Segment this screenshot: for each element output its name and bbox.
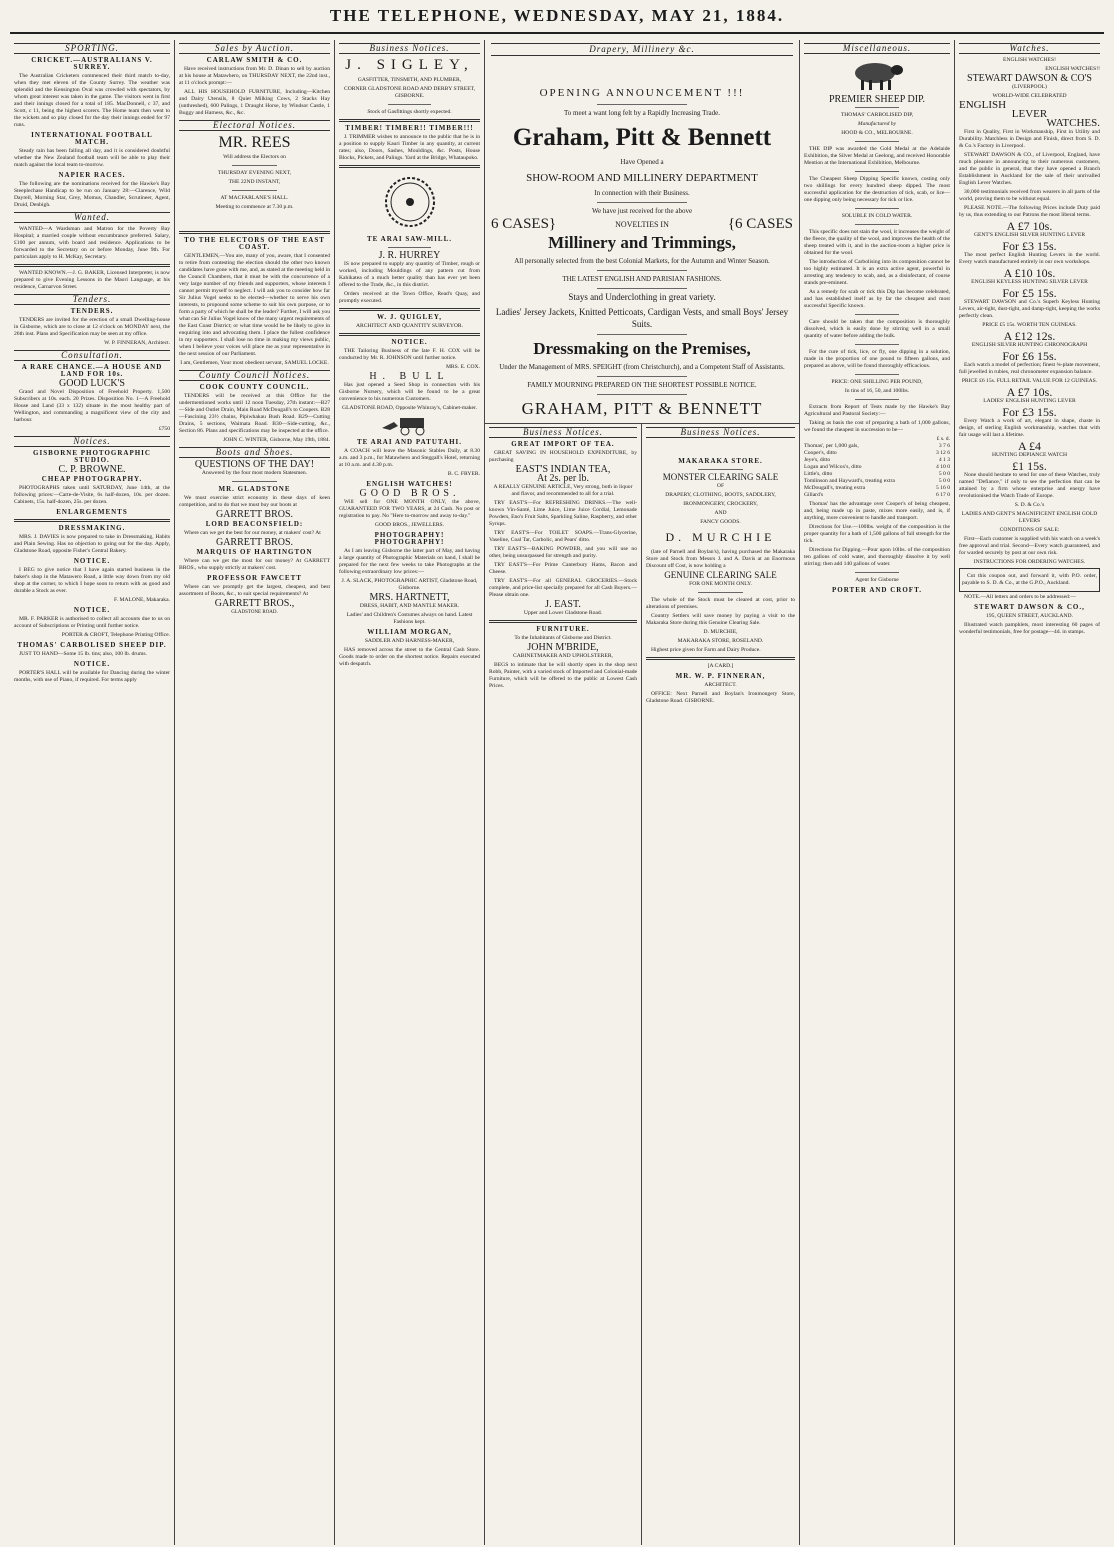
genuine-sale: GENUINE CLEARING SALE bbox=[664, 570, 777, 580]
quigley-name: W. J. QUIGLEY, bbox=[376, 313, 443, 321]
section-boots: Boots and Shoes. bbox=[179, 447, 330, 458]
desc-2: ENGLISH KEYLESS HUNTING SILVER LEVER bbox=[971, 279, 1088, 285]
hartnett-title: MRS. HARTNETT, bbox=[369, 592, 450, 603]
furniture-list: ALL HIS HOUSEHOLD FURNITURE, Including—Kitchen and Dairy Utensils, 8 Quiet Milking Cows, 2 Stacks Hay (unthreshed), 600 Palings, 1 Draught Horse, by Windsor Castle, 1 Buggy and Harness, &c., &c. bbox=[179, 89, 330, 116]
section-business: Business Notices. bbox=[339, 43, 480, 54]
english-watches-1: ENGLISH WATCHES! bbox=[1003, 57, 1056, 63]
testimonials-text: 30,000 testimonials received from wearers in all parts of the world, proving them to be without equal. bbox=[959, 189, 1100, 202]
rees-instant: THE 22ND INSTANT, bbox=[228, 179, 281, 185]
murchie-title: D. MURCHIE bbox=[665, 530, 776, 544]
want-text: To meet a want long felt by a Rapidly Increasing Trade. bbox=[564, 109, 720, 117]
hurrey-name: J. R. HURREY bbox=[378, 250, 441, 261]
for-1: For £3 15s. bbox=[1002, 239, 1057, 253]
consultation-total: £750 bbox=[158, 426, 170, 432]
notice-heading-2: NOTICE. bbox=[73, 606, 111, 614]
selected-text: All personally selected from the best Colonial Markets, for the Autumn and Winter Season. bbox=[514, 257, 770, 265]
dip-table-name: McDougall's, treating extra bbox=[804, 485, 866, 491]
notice-heading-1: NOTICE. bbox=[73, 557, 111, 565]
extracts-text: Extracts from Report of Tests made by the Hawke's Bay Agricultural and Pastoral Society:— bbox=[804, 404, 950, 417]
please-note-text: PLEASE NOTE.—The following Prices include Duty paid by us, thus extending to our Patrons the most liberal terms. bbox=[959, 205, 1100, 218]
price-3: A £12 12s. bbox=[1003, 329, 1056, 343]
dip-table-name: Jeye's, ditto bbox=[804, 457, 831, 463]
hurrey-orders: Orders received at the Town Office, Read's Quay, and promptly executed. bbox=[339, 291, 480, 304]
cure-text: For the cure of tick, lice, or fly, one dipping in a solution, made in the proportion of one pound to fifteen gallons, and prepared as above, will be found thoroughly efficacious. bbox=[804, 349, 950, 369]
section-county: County Council Notices. bbox=[179, 370, 330, 381]
remedy-text: As a remedy for scab or tick this Dip has become celebrated, and has established itself as by far the cheapest and most successful Specific known. bbox=[804, 289, 950, 309]
section-wanted: Wanted. bbox=[14, 212, 170, 223]
liverpool-text: (LIVERPOOL) bbox=[1012, 84, 1047, 90]
price-2: A £10 10s. bbox=[1003, 266, 1056, 280]
desc-5: HUNTING DEPIANCE WATCH bbox=[991, 452, 1068, 458]
world-text: WORLD-WIDE CELEBRATED bbox=[992, 93, 1067, 99]
mbride-text: BEGS to intimate that he will shortly open in the shop next Robb, Painter, with a varied stock of Imported and Colonial-made Furniture, which will be offered to the public at Lowest Cash Prices. bbox=[489, 662, 637, 689]
notice-heading: NOTICE. bbox=[391, 338, 428, 346]
football-text: Steady rain has been falling all day, and it is considered doubtful whether the New Zealand football team will be able to play their match against the local team to-morrow. bbox=[14, 148, 170, 168]
columns bbox=[10, 40, 1104, 1545]
and-text: AND bbox=[714, 510, 727, 516]
thomas-dip: THOMAS' CARBOLISED DIP, bbox=[840, 112, 914, 118]
morgan-text: HAS removed across the street to the Central Cash Store. Goods made to order on the shortest notice. Repairs executed with despatch. bbox=[339, 647, 480, 667]
rees-time: Meeting to commence at 7.30 p.m. bbox=[215, 204, 294, 210]
desc-1: GENT'S ENGLISH SILVER HUNTING LEVER bbox=[973, 232, 1086, 238]
electors-text: GENTLEMEN,—You are, many of you, aware, that I consented to retire from contesting the election should the other two known candidates have gone with me, and, as stated at the meeting held in the Council Chambers, that it must be with the concurrence of a very large number of my friends and supporters, whose interests I cannot permit myself to neglect. I will ask you to consider how far Sir Julius Vogel seeks to be elected—whether to serve his own interests, to propound some scheme to suit his own purpose, or to form a party of which he shall be the leader? Further, I will ask you what can Sir Julius Vogel know of the many urgent requirements of the East Coast District; or what time would he be likely to give in enquiring into and advocating them. I place the fullest confidence in my supporters. I shall lose no time in making my views public, when I believe your voices will place me as your representative in the next session of our Parliament. bbox=[179, 253, 330, 357]
firm-name: Graham, Pitt & Bennett bbox=[512, 124, 772, 151]
goodbros-text: Will sell for ONE MONTH ONLY, the above, GUARANTEED FOR TWO YEARS, at 24 Cash. No post or registration to pay. No "Here to-morrow and away to-day." bbox=[339, 499, 480, 519]
morgan-name: WILLIAM MORGAN, bbox=[367, 628, 452, 636]
tea-price: At 2s. per lb. bbox=[537, 473, 589, 484]
address-1: STEWART DAWSON & CO., bbox=[974, 603, 1085, 611]
coupon-text: Cut this coupon out, and forward it, with P.O. order, payable to S. D. & Co., at the G.P.O., Auckland. bbox=[962, 573, 1097, 586]
bull-address: GLADSTONE ROAD, Opposite Whinray's, Cabinet-maker. bbox=[342, 405, 477, 411]
for-3: For £6 15s. bbox=[1002, 349, 1057, 363]
tea-heading: GREAT IMPORT OF TEA. bbox=[511, 440, 615, 448]
beaconsfield-heading: LORD BEACONSFIELD: bbox=[205, 520, 304, 528]
worth-3: PRICE £6 15s. FULL RETAIL VALUE FOR 12 GUINEAS. bbox=[961, 378, 1098, 384]
dip-table-row bbox=[804, 478, 950, 485]
bull-text: Has just opened a Seed Shop in connection with his Gisborne Nursery, which will be found to be a great convenience to his numerous Customers. bbox=[339, 382, 480, 402]
one-month: FOR ONE MONTH ONLY. bbox=[689, 581, 752, 587]
watches-word: WATCHES. bbox=[1046, 117, 1100, 129]
section-business-right: Business Notices. bbox=[646, 427, 795, 438]
care-text: Care should be taken that the composition is thoroughly dissolved, which is easily done by stirring well in a small quantity of water before adding the bulk. bbox=[804, 319, 950, 339]
mourning-text: FAMILY MOURNING PREPARED ON THE SHORTEST POSSIBLE NOTICE. bbox=[527, 381, 757, 389]
settlers-text: Country Settlers will save money by paying a visit to the Makaraka Store during this Genuine Clearing Sale. bbox=[646, 613, 795, 626]
garrett-2: GARRETT BROS. bbox=[215, 537, 294, 548]
beaconsfield-text: Where can we get the best for our money, at makers' cost? At bbox=[184, 530, 321, 536]
address-2: 195, QUEEN STREET, AUCKLAND. bbox=[986, 613, 1073, 619]
county-text: TENDERS will be received at this Office for the undermentioned works until 12 noon Tuesday, 27th instant:—B27—Side and Outlet Drain, Main Road McDougall's to Coopers. B28—Fascining 23½ chains, Pipiwhakau Bush Road. B29—Cutting Drains, 5 sections, Waimata Road. B30—Side-cutting, &c., Section 86. Plans and specifications may be inspected at the office. bbox=[179, 393, 330, 434]
business-subcolumns bbox=[485, 423, 799, 1545]
directions-text: Directions for Use.—100lbs. weight of the composition is the proper quantity for a bath of 1,500 gallons of full strength for the tick. bbox=[804, 524, 950, 544]
coach-icon bbox=[380, 414, 440, 436]
opened-text: Have Opened a bbox=[620, 158, 664, 166]
section-drapery: Drapery, Millinery &c. bbox=[491, 43, 793, 56]
dip-table-row bbox=[804, 457, 950, 464]
fryer-signature: B. C. FRYER. bbox=[447, 471, 480, 477]
pamphlet-text: Illustrated watch pamphlets, most interesting 60 pages of wonderful testimonials, free for postage—4d. in stamps. bbox=[959, 622, 1100, 635]
murchie-signature: D. MURCHIE, bbox=[703, 629, 738, 635]
makaraka-heading: MAKARAKA STORE. bbox=[678, 457, 763, 465]
browne-name: C. P. BROWNE. bbox=[58, 464, 126, 475]
soluble-text: SOLUBLE IN COLD WATER. bbox=[841, 213, 913, 219]
goodbros-signature: GOOD BROS., JEWELLERS. bbox=[374, 522, 445, 528]
cases-row bbox=[491, 216, 793, 232]
of-text: OF bbox=[716, 483, 725, 489]
goodbros-title: GOOD BROS. bbox=[359, 488, 460, 499]
text-5: None should hesitate to send for one of these Watches, truly named "Defiance," if only to see the perfection that can be attained by a firm whose enterprise and energy have revolutionised the Watch Trade of Europe. bbox=[959, 472, 1100, 499]
novelties-text: NOVELTIES IN bbox=[615, 220, 669, 229]
section-watches: Watches. bbox=[959, 43, 1100, 54]
cost-text: Taking as basis the cost of preparing a bath of 1,000 gallons, we found the cheapest in succession to be— bbox=[804, 420, 950, 433]
coach-heading: TE ARAI AND PATUTAHI. bbox=[356, 438, 462, 446]
try-east-2: TRY EAST'S—For TOILET SOAPS.—Trans-Glycerine, Vaseline, Coal Tar, Carbolic, and Pears' ditto. bbox=[489, 530, 637, 543]
rees-title: MR. REES bbox=[218, 134, 291, 151]
worth-2: PRICE £5 15s. WORTH TEN GUINEAS. bbox=[982, 322, 1077, 328]
monster-sale: MONSTER CLEARING SALE bbox=[662, 472, 779, 482]
dip-table-price: 5 16 0 bbox=[936, 485, 950, 491]
millinery-heading: Millinery and Trimmings, bbox=[548, 233, 736, 252]
section-business-left: Business Notices. bbox=[489, 427, 637, 438]
rees-text: Will address the Electors on bbox=[223, 154, 286, 160]
quigley-trade: ARCHITECT AND QUANTITY SURVEYOR. bbox=[355, 323, 464, 329]
slack-signature: J. A. SLACK, PHOTOGRAPHIC ARTIST, Gladstone Road, Gisborne. bbox=[341, 578, 478, 591]
photography-text: As I am leaving Gisborne the latter part of May, and having a large quantity of Photographic Materials on hand, I shall be prepared for the next few weeks to take Photographs at the following extraordinary low prices:— bbox=[339, 548, 480, 575]
goods-2: IRONMONGERY, CROCKERY, bbox=[683, 501, 758, 507]
morgan-trade: SADDLER AND HARNESS-MAKER, bbox=[364, 638, 455, 644]
tenders-signature: W. P. FINNERAN, Architect. bbox=[104, 340, 170, 346]
opening-announcement: OPENING ANNOUNCEMENT !!! bbox=[539, 87, 745, 99]
column-watches bbox=[955, 40, 1104, 1545]
dip-table-name: Logan and Wilcox's, ditto bbox=[804, 464, 862, 470]
lever-word: LEVER bbox=[1011, 108, 1048, 120]
hartington-heading: MARQUIS OF HARTINGTON bbox=[196, 548, 313, 556]
sd-co: S. D. & Co.'s bbox=[1014, 502, 1045, 508]
price-1: A £7 10s. bbox=[1006, 219, 1053, 233]
dip-table-price: 6 17 0 bbox=[936, 492, 950, 498]
gladstone-heading: MR. GLADSTONE bbox=[218, 485, 291, 493]
murchie-text: (late of Parnell and Boylan's), having purchased the Makaraka Store and Stock from Messrs J. and A. Davis at an Enormous Discount off Cost, is now holding a bbox=[646, 549, 795, 569]
electors-heading: TO THE ELECTORS OF THE EAST COAST. bbox=[184, 236, 325, 251]
advantage-text: Thomas' has the advantage over Cooper's of being cheapest, and, being made up in paste, mixes more easily, and is, if anything, more convenient to handle and transport. bbox=[804, 501, 950, 521]
price-text: PRICE: ONE SHILLING PER POUND, bbox=[831, 379, 923, 385]
good-luck-title: GOOD LUCK'S bbox=[59, 378, 125, 389]
j-east-name: J. EAST. bbox=[545, 599, 581, 610]
j-east-address: Upper and Lower Gladstone Road. bbox=[523, 610, 603, 616]
dip-table-price: 5 0 0 bbox=[938, 471, 950, 477]
cases-right: {6 CASES bbox=[727, 216, 793, 232]
first-quality-text: First in Quality, First in Workmanship, First in Utility and Durability. Matchless in Design and Finish, direct from S. D. & Co.'s Factory in Liverpool. bbox=[959, 129, 1100, 149]
dip-table-price: 4 1 3 bbox=[938, 457, 950, 463]
for-5: £1 15s. bbox=[1012, 459, 1047, 473]
watches-heading: ENGLISH WATCHES! bbox=[366, 480, 453, 488]
hurrey-text: IS now prepared to supply any quantity of Timber, rough or worked, including Mouldings of any pattern cut from Kahikatea of a much better quality than has ever yet been offered to the Trade, &c., in this district. bbox=[339, 261, 480, 288]
tenders-text: TENDERS are invited for the erection of a small Dwelling-house in Gisborne, which are to close at 12 o'clock on MONDAY next, the 26th inst. Plans and Specification may be seen at my office. bbox=[14, 317, 170, 337]
tins-text: In tins of 16, 50, and 100lbs. bbox=[844, 388, 910, 394]
garrett-1: GARRETT BROS. bbox=[215, 509, 294, 520]
dip-table-row bbox=[804, 485, 950, 492]
gold-text: THE DIP was awarded the Gold Medal at the Adelaide Exhibition, the Silver Medal at Geelong, and received Honorable Mention at the International Exhibition, Melbourne. bbox=[804, 146, 950, 166]
answered-text: Answered by the four most modern Statesmen. bbox=[201, 470, 308, 476]
text-2: STEWART DAWSON and Co.'s Superb Keyless Hunting Levers, air-tight, dust-tight, and damp-tight, keeping the works perfectly clean. bbox=[959, 299, 1100, 319]
consultation-text: Grand and Novel Disposition of Freehold Property. 1,500 Subscribers at 10s. each. 20 Prizes. Disposition No. 1—A Freehold House and Land (33 x 132) situate in the most healthy part of Wellington, and commanding a magnificent view of the city and harbour. bbox=[14, 389, 170, 423]
mbride-trade: CABINETMAKER AND UPHOLSTERER, bbox=[513, 653, 613, 659]
stewart-dawson-title: STEWART DAWSON & CO'S bbox=[967, 73, 1092, 84]
section-miscellaneous: Miscellaneous. bbox=[804, 43, 950, 54]
garrett-3: GARRETT BROS., bbox=[214, 598, 295, 609]
dressmaking-text: MRS. J. DAVIES is now prepared to take in Dressmaking, Habits and Plain Sewing. Has no objection to going out for the day. Apply, Gladstone Road, opposite Fisher's Central Bakery. bbox=[14, 534, 170, 554]
wanted-ad-1: WANTED—A Wardsman and Matron for the Poverty Bay Hospital; a married couple without encumbrance preferred. Salary, £100 per annum, with board and residence. Applications to be forwarded to the Secretary on or before Monday, June 9th. For particulars apply to H. McKay, Secretary. bbox=[14, 226, 170, 260]
subcolumn-east bbox=[485, 424, 642, 1545]
section-sporting: SPORTING. bbox=[14, 43, 170, 54]
for-4: For £3 15s. bbox=[1002, 405, 1057, 419]
auction-text: Have received instructions from Mr. D. Dinan to sell by auction at his house at Matawhero, on THURSDAY NEXT, the 22nd inst., at 11 o'clock prompt:— bbox=[179, 66, 330, 86]
malone-signature: F. MALONE, Makaraka. bbox=[114, 597, 170, 603]
rees-date: THURSDAY EVENING NEXT, bbox=[217, 170, 292, 176]
cox-signature: MRS. E. COX. bbox=[445, 364, 480, 370]
cheap-photography: CHEAP PHOTOGRAPHY. bbox=[41, 475, 143, 483]
received-text: We have just received for the above bbox=[591, 207, 693, 215]
section-electoral: Electoral Notices. bbox=[179, 120, 330, 131]
subcolumn-makaraka bbox=[642, 424, 799, 1545]
garrett-address: GLADSTONE ROAD. bbox=[231, 610, 278, 615]
football-heading: INTERNATIONAL FOOTBALL MATCH. bbox=[31, 131, 153, 146]
dipping-text: Directions for Dipping.—Pour upon 10lbs. of the composition ten gallons of cold water, and thoroughly dissolve it by well stirring; then add 140 gallons of water. bbox=[804, 547, 950, 567]
porter-signature: PORTER & CROFT, Telephone Printing Office. bbox=[61, 632, 170, 638]
timber-text: J. TRIMMER wishes to announce to the public that he is in a position to supply Kauri Timber in any quantity, at current rates; also, Doors, Sashes, Mouldings, &c. Posts, House Blocks, Pickets, and Palings. Yard at the Bridge, Whataupoko. bbox=[339, 134, 480, 161]
mbride-name: JOHN M'BRIDE, bbox=[527, 642, 599, 653]
dip-table-row bbox=[804, 443, 950, 450]
section-tenders: Tenders. bbox=[14, 294, 170, 305]
dip-text: JUST TO HAND—Some 15 lb. tins; also, 100 lb. drums. bbox=[19, 651, 147, 657]
architect-text: ARCHITECT. bbox=[704, 682, 737, 688]
saw-blade-icon bbox=[380, 172, 440, 232]
cricket-heading: CRICKET.—AUSTRALIANS V. SURREY. bbox=[31, 56, 153, 71]
photography-heading: PHOTOGRAPHY! PHOTOGRAPHY! bbox=[374, 531, 445, 546]
wanted-ad-2: WANTED KNOWN.—J. G. BAKER, Licensed Interpreter, is now prepared to give Evening Lessons in the Maori Language, at his residence, Carnarvon Street. bbox=[14, 270, 170, 290]
stain-text: This specific does not stain the wool, it increases the weight of the fleece, the quality of the wool, and improves the health of the sheep treated with it, and in the auction-room a higher price is obtained for the wool. bbox=[804, 229, 950, 256]
dip-table-row bbox=[804, 471, 950, 478]
dip-table-name: Thomas', per 1,000 gals, bbox=[804, 443, 859, 449]
try-east-3: TRY EAST'S—BAKING POWDER, and you will use no other, being unsurpassed for strength and purity. bbox=[489, 546, 637, 559]
desc-3: ENGLISH SILVER HUNTING CHRONOGRAPH bbox=[971, 342, 1088, 348]
gladstone-text: We must exercise strict economy in these days of keen competition, and to do that we must buy our boots at bbox=[179, 495, 330, 508]
hartnett-trade: DRESS, HABIT, AND MANTLE MAKER. bbox=[359, 603, 460, 609]
hartington-text: Where can we get the most for our money? At GARRETT BROS., who supply strictly at makers' cost. bbox=[179, 558, 330, 571]
sawmill-heading: TE ARAI SAW-MILL. bbox=[366, 235, 452, 243]
saving-text: GREAT SAVING IN HOUSEHOLD EXPENDITURE, by purchasing bbox=[489, 450, 637, 463]
east-tea-title: EAST'S INDIAN TEA, bbox=[515, 464, 611, 475]
enlargements-heading: ENLARGEMENTS bbox=[56, 508, 128, 516]
try-east-5: TRY EAST'S—For all GENERAL GROCERIES.—Stock complete, and price-list specially prepared for all Cash Buyers.—Please obtain one. bbox=[489, 578, 637, 598]
stays-text: Stays and Underclothing in great variety. bbox=[568, 292, 716, 302]
sigley-address: CORNER GLADSTONE ROAD AND DERBY STREET, GISBORNE. bbox=[343, 86, 476, 99]
table-heading: £ s. d. bbox=[936, 436, 950, 442]
murchie-store: MAKARAKA STORE, ROSELAND. bbox=[677, 638, 764, 644]
notice-text: THE Tailoring Business of the late F. H. COX will be conducted by Mr. R. JOHNSON until further notice. bbox=[339, 348, 480, 361]
agent-text: Agent for Gisborne bbox=[855, 577, 899, 583]
notice-text-3: PORTER'S HALL will be available for Dancing during the winter months, with use of Piano, if required. For terms apply bbox=[14, 670, 170, 683]
dip-table-price: 3 12 6 bbox=[936, 450, 950, 456]
price-5: A £4 bbox=[1017, 439, 1041, 453]
dressmaking-heading: DRESSMAKING. bbox=[58, 524, 126, 532]
dip-table-price: 3 7 6 bbox=[938, 443, 950, 449]
sigley-title: J. SIGLEY, bbox=[345, 57, 474, 73]
county-signature: JOHN C. WINTER, Gisborne, May 19th, 1884. bbox=[223, 437, 330, 443]
intro-text: STEWART DAWSON & CO., of Liverpool, England, have much pleasure in announcing to their numerous customers, and the public in general, that they have opened a Branch Establishment in Auckland for the sale of their unrivalled English Lever Watches. bbox=[959, 152, 1100, 186]
ladies-gold: LADIES AND GENT'S MAGNIFICENT ENGLISH GOLD LEVERS bbox=[961, 511, 1098, 524]
section-consultation: Consultation. bbox=[14, 350, 170, 361]
cases-left: 6 CASES} bbox=[491, 216, 557, 232]
dip-table-row bbox=[804, 464, 950, 471]
column-auction bbox=[175, 40, 335, 1545]
porter-croft: PORTER AND CROFT. bbox=[832, 586, 922, 594]
fashions-heading: THE LATEST ENGLISH AND PARISIAN FASHIONS. bbox=[562, 275, 722, 283]
cleared-text: The whole of the Stock must be cleared at cost, prior to alterations of premises. bbox=[646, 597, 795, 610]
column-sporting bbox=[10, 40, 175, 1545]
electors-signature: I am, Gentlemen, Your most obedient servant, SAMUEL LOCKE. bbox=[180, 360, 329, 366]
dip-table-row bbox=[804, 450, 950, 457]
carlaw-heading: CARLAW SMITH & CO. bbox=[206, 56, 303, 64]
try-east-1: TRY EAST'S—For REFRESHING DRINKS.—The well-known Vin-Santé, Lime Juice, Lime Juice Cordial, Lemonade Powders, Eno's Fruit Salts, Sparkling Saline, Raspberry, and other Syrups. bbox=[489, 500, 637, 527]
highest-price: Highest price given for Farm and Dairy Produce. bbox=[651, 647, 761, 653]
finneran-name: MR. W. P. FINNERAN, bbox=[675, 672, 766, 680]
english-word: ENGLISH bbox=[959, 99, 1007, 111]
for-2: For £5 15s. bbox=[1002, 286, 1057, 300]
timber-heading: TIMBER! TIMBER!! TIMBER!!! bbox=[345, 124, 474, 132]
try-east-4: TRY EAST'S—For Prime Canterbury Hams, Bacon and Cheese. bbox=[489, 562, 637, 575]
carbolising-text: The introduction of Carbolising into its composition cannot be too highly estimated. It is an extra active agent, powerful in arresting any tendency to scab, and, as a disinfectant, of course stands pre-eminent. bbox=[804, 259, 950, 286]
cheapest-text: The Cheapest Sheep Dipping Specific known, costing only two shillings for every hundred sheep dipped. The most successful application for the destruction of tick, scab, or lice—one dipping only being necessary for tick or lice. bbox=[804, 176, 950, 203]
dip-table-price: 5 0 0 bbox=[938, 478, 950, 484]
text-1: The most perfect English Hunting Levers in the world. Every watch manufactured entirely in our own workshops. bbox=[959, 252, 1100, 265]
sigley-stock: Stock of Gasfittings shortly expected. bbox=[367, 109, 452, 115]
jackets-text: Ladies' Jersey Jackets, Knitted Petticoats, Cardigan Vests, and small Boys' Jersey Suits. bbox=[495, 307, 789, 329]
cook-heading: COOK COUNTY COUNCIL. bbox=[199, 383, 310, 391]
office-text: OFFICE: Next Parnell and Boylan's Ironmongery Store, Gladstone Road. GISBORNE. bbox=[646, 691, 795, 704]
fawcett-heading: PROFESSOR FAWCETT bbox=[207, 574, 302, 582]
instructions-heading: INSTRUCTIONS FOR ORDERING WATCHES. bbox=[973, 559, 1086, 565]
cricket-text: The Australian Cricketers commenced their third match to-day, when they met eleven of the County Surrey. The weather was splendid and the Kensington Oval was crowded with spectators, by whom great interest was taken in the game. The visitors went in first and their innings closed for a total of 185. MacDonnell, c 37, and Scott, c 11, being the highest scorers. The Home team then went to the wickets and so play closed for the day their innings ended for 97 runs. bbox=[14, 73, 170, 128]
text-4: Every Watch a work of art, elegant in shape, chaste in design, of sterling English workmanship, watches that with fair usage will last a lifetime. bbox=[959, 418, 1100, 438]
dip-table-name: Cooper's, ditto bbox=[804, 450, 837, 456]
section-notices: Notices. bbox=[14, 436, 170, 447]
sigley-trade: GASFITTER, TINSMITH, AND PLUMBER, bbox=[357, 77, 462, 83]
card-label: [A CARD.] bbox=[707, 663, 734, 669]
consultation-heading: A RARE CHANCE.—A HOUSE AND LAND FOR 10s. bbox=[21, 363, 163, 378]
coupon-box bbox=[959, 568, 1100, 592]
conditions-text: First—Each customer is supplied with his watch on a week's free approval and trial. Second—Every watch guaranteed, and for warded securely by post at our own risk. bbox=[959, 536, 1100, 556]
furniture-heading: FURNITURE. bbox=[536, 625, 590, 633]
column-miscellaneous bbox=[800, 40, 955, 1545]
text-3: Each watch a model of perfection; finest ¾-plate movement, full jewelled in rubies, real chronometer expansion balance. bbox=[959, 362, 1100, 375]
column-business bbox=[335, 40, 485, 1545]
bull-title: H. BULL bbox=[369, 371, 450, 382]
speight-text: Under the Management of MRS. SPEIGHT (from Christchurch), and a Competent Staff of Assistants. bbox=[499, 363, 785, 371]
napier-heading: NAPIER RACES. bbox=[58, 171, 126, 179]
price-4: A £7 10s. bbox=[1006, 385, 1053, 399]
dip-heading: THOMAS' CARBOLISED SHEEP DIP. bbox=[17, 641, 167, 649]
masthead: THE TELEPHONE, WEDNESDAY, MAY 21, 1884. bbox=[10, 6, 1104, 34]
showroom-heading: SHOW-ROOM AND MILLINERY DEPARTMENT bbox=[526, 172, 758, 184]
graham-pitt-bennett-ad bbox=[485, 40, 799, 423]
questions-heading: QUESTIONS OF THE DAY! bbox=[194, 459, 315, 470]
dressmaking-heading: Dressmaking on the Premises, bbox=[533, 339, 751, 358]
desc-4: LADIES' ENGLISH HUNTING LEVER bbox=[983, 398, 1076, 404]
goods-1: DRAPERY, CLOTHING, BOOTS, SADDLERY, bbox=[665, 492, 776, 498]
napier-text: The following are the nominations received for the Hawke's Bay Steeplechase Handicap to be run on January 28:—Clarence, Wild Dayrell, Morning Star, Grey, Momus, Chandler, Scrutineer, Agent, Druid, Denbigh. bbox=[14, 181, 170, 208]
column-drapery bbox=[485, 40, 800, 1545]
manufactured-text: Manufactured by bbox=[857, 121, 897, 127]
sheep-icon bbox=[847, 58, 907, 92]
photo-text: PHOTOGRAPHS taken until SATURDAY, June 14th, at the following prices:—Carte-de-Visite, 6s half-dozen, 10s. per dozen. Cabinets, 15s. half-dozen, 25s. per dozen. bbox=[14, 485, 170, 505]
dip-price-table bbox=[804, 443, 950, 499]
english-watches-2: ENGLISH WATCHES!! bbox=[1045, 66, 1100, 72]
notice-text-2: MR. F. PARKER is authorised to collect all accounts due to us on account of Subscriptions or Printing until further notice. bbox=[14, 616, 170, 629]
premier-heading: PREMIER SHEEP DIP. bbox=[828, 94, 926, 105]
fawcett-text: Where can we promptly get the largest, cheapest, and best assortment of Boots, &c., to suit special requirements? At bbox=[179, 584, 330, 597]
dip-table-price: 4 10 0 bbox=[936, 464, 950, 470]
rees-hall: AT MACFARLANE'S HALL. bbox=[220, 195, 289, 201]
coach-text: A COACH will leave the Masonic Stables Daily, at 8.30 a.m. and 3 p.m., for Matawhero and Steggall's Hotel, returning at 10 a.m. and 4.30 p.m. bbox=[339, 448, 480, 468]
dip-table-row bbox=[804, 492, 950, 499]
connection-text: In connection with their Business. bbox=[594, 189, 690, 197]
note-text: NOTE.—All letters and orders to be addressed:— bbox=[964, 594, 1077, 600]
firm-name-caps: GRAHAM, PITT & BENNETT bbox=[521, 399, 763, 418]
hood-text: HOOD & CO., MELBOURNE. bbox=[841, 130, 913, 136]
hartnett-text: Ladies' and Children's Costumes always on hand. Latest Fashions kept. bbox=[346, 612, 473, 625]
notice-text-1: I BEG to give notice that I have again started business in the baker's shop in the Matawero Road, a little way down from my old shop at the corner, to which I hope soon to return with as good and durable a Stock as ever. bbox=[14, 567, 170, 594]
furniture-to: To the Inhabitants of Gisborne and District. bbox=[514, 635, 612, 641]
section-auction: Sales by Auction. bbox=[179, 43, 330, 54]
studio-heading: GISBORNE PHOTOGRAPHIC STUDIO. bbox=[33, 449, 151, 464]
notice-heading-3: NOTICE. bbox=[73, 660, 111, 668]
conditions-heading: CONDITIONS OF SALE: bbox=[999, 527, 1060, 533]
goods-3: FANCY GOODS. bbox=[700, 519, 741, 525]
tea-text: A REALLY GENUINE ARTICLE, Very strong, both in liquor and flavor, and recommended to all for a trial. bbox=[493, 484, 633, 497]
dip-table-name: Tomlinson and Hayward's, treating extra bbox=[804, 478, 895, 484]
tenders-heading: TENDERS. bbox=[70, 307, 114, 315]
dip-table-name: Gillard's bbox=[804, 492, 824, 498]
dip-table-name: Little's, ditto bbox=[804, 471, 833, 477]
